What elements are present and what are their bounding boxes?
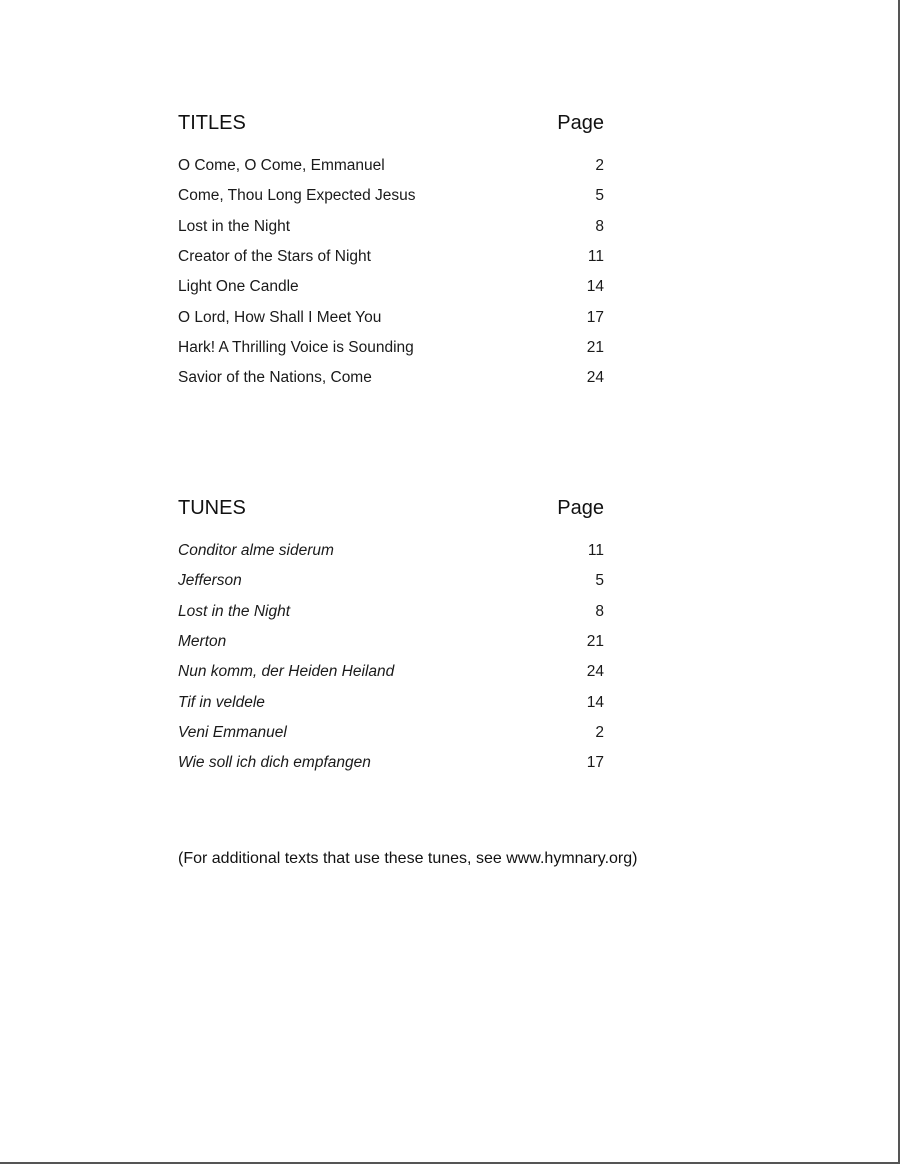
title-page-number: 5 bbox=[595, 187, 604, 205]
tune-name: Nun komm, der Heiden Heiland bbox=[178, 663, 395, 681]
title-name: Creator of the Stars of Night bbox=[178, 248, 371, 266]
tune-row bbox=[178, 687, 604, 717]
tune-page-number: 14 bbox=[586, 693, 604, 711]
tunes-index bbox=[178, 497, 604, 778]
titles-header-row bbox=[178, 112, 604, 138]
title-row bbox=[178, 363, 604, 393]
title-name: Hark! A Thrilling Voice is Sounding bbox=[178, 338, 414, 356]
title-name: O Lord, How Shall I Meet You bbox=[178, 308, 382, 326]
title-page-number: 2 bbox=[595, 157, 604, 175]
title-row bbox=[178, 333, 604, 363]
tunes-heading: TUNES bbox=[178, 497, 246, 519]
tune-page-number: 8 bbox=[595, 602, 604, 620]
title-row bbox=[178, 212, 604, 242]
tune-page-number: 17 bbox=[586, 754, 604, 772]
tune-name: Tif in veldele bbox=[178, 693, 265, 711]
tune-row bbox=[178, 748, 604, 778]
tune-row bbox=[178, 657, 604, 687]
title-row bbox=[178, 151, 604, 181]
title-page-number: 14 bbox=[586, 278, 604, 296]
title-name: Lost in the Night bbox=[178, 217, 291, 235]
tune-name: Wie soll ich dich empfangen bbox=[178, 754, 371, 772]
tune-page-number: 24 bbox=[586, 663, 604, 681]
tune-name: Merton bbox=[178, 633, 227, 651]
tune-page-number: 21 bbox=[586, 633, 604, 651]
title-name: Light One Candle bbox=[178, 278, 299, 296]
title-row bbox=[178, 181, 604, 211]
title-row bbox=[178, 242, 604, 272]
title-page-number: 17 bbox=[586, 308, 604, 326]
titles-heading: TITLES bbox=[178, 112, 246, 134]
title-name: Savior of the Nations, Come bbox=[178, 369, 372, 387]
tune-row bbox=[178, 597, 604, 627]
tune-row bbox=[178, 627, 604, 657]
title-page-number: 24 bbox=[586, 369, 604, 387]
title-name: Come, Thou Long Expected Jesus bbox=[178, 187, 416, 205]
title-page-number: 8 bbox=[595, 217, 604, 235]
tune-name: Lost in the Night bbox=[178, 602, 291, 620]
tunes-header-row bbox=[178, 497, 604, 523]
tune-row bbox=[178, 718, 604, 748]
titles-page-heading: Page bbox=[557, 112, 604, 134]
tunes-page-heading: Page bbox=[557, 497, 604, 519]
tune-page-number: 2 bbox=[595, 723, 604, 741]
footnote: (For additional texts that use these tunes, see www.hymnary.org) bbox=[178, 850, 638, 867]
tune-name: Conditor alme siderum bbox=[178, 542, 334, 560]
tune-name: Veni Emmanuel bbox=[178, 723, 287, 741]
tune-page-number: 11 bbox=[587, 542, 604, 560]
tune-row bbox=[178, 536, 604, 566]
title-page-number: 11 bbox=[587, 248, 604, 266]
title-row bbox=[178, 272, 604, 302]
tune-name: Jefferson bbox=[178, 572, 242, 590]
title-page-number: 21 bbox=[586, 338, 604, 356]
title-name: O Come, O Come, Emmanuel bbox=[178, 157, 385, 175]
tune-row bbox=[178, 566, 604, 596]
tune-page-number: 5 bbox=[595, 572, 604, 590]
titles-index bbox=[178, 112, 604, 393]
title-row bbox=[178, 302, 604, 332]
